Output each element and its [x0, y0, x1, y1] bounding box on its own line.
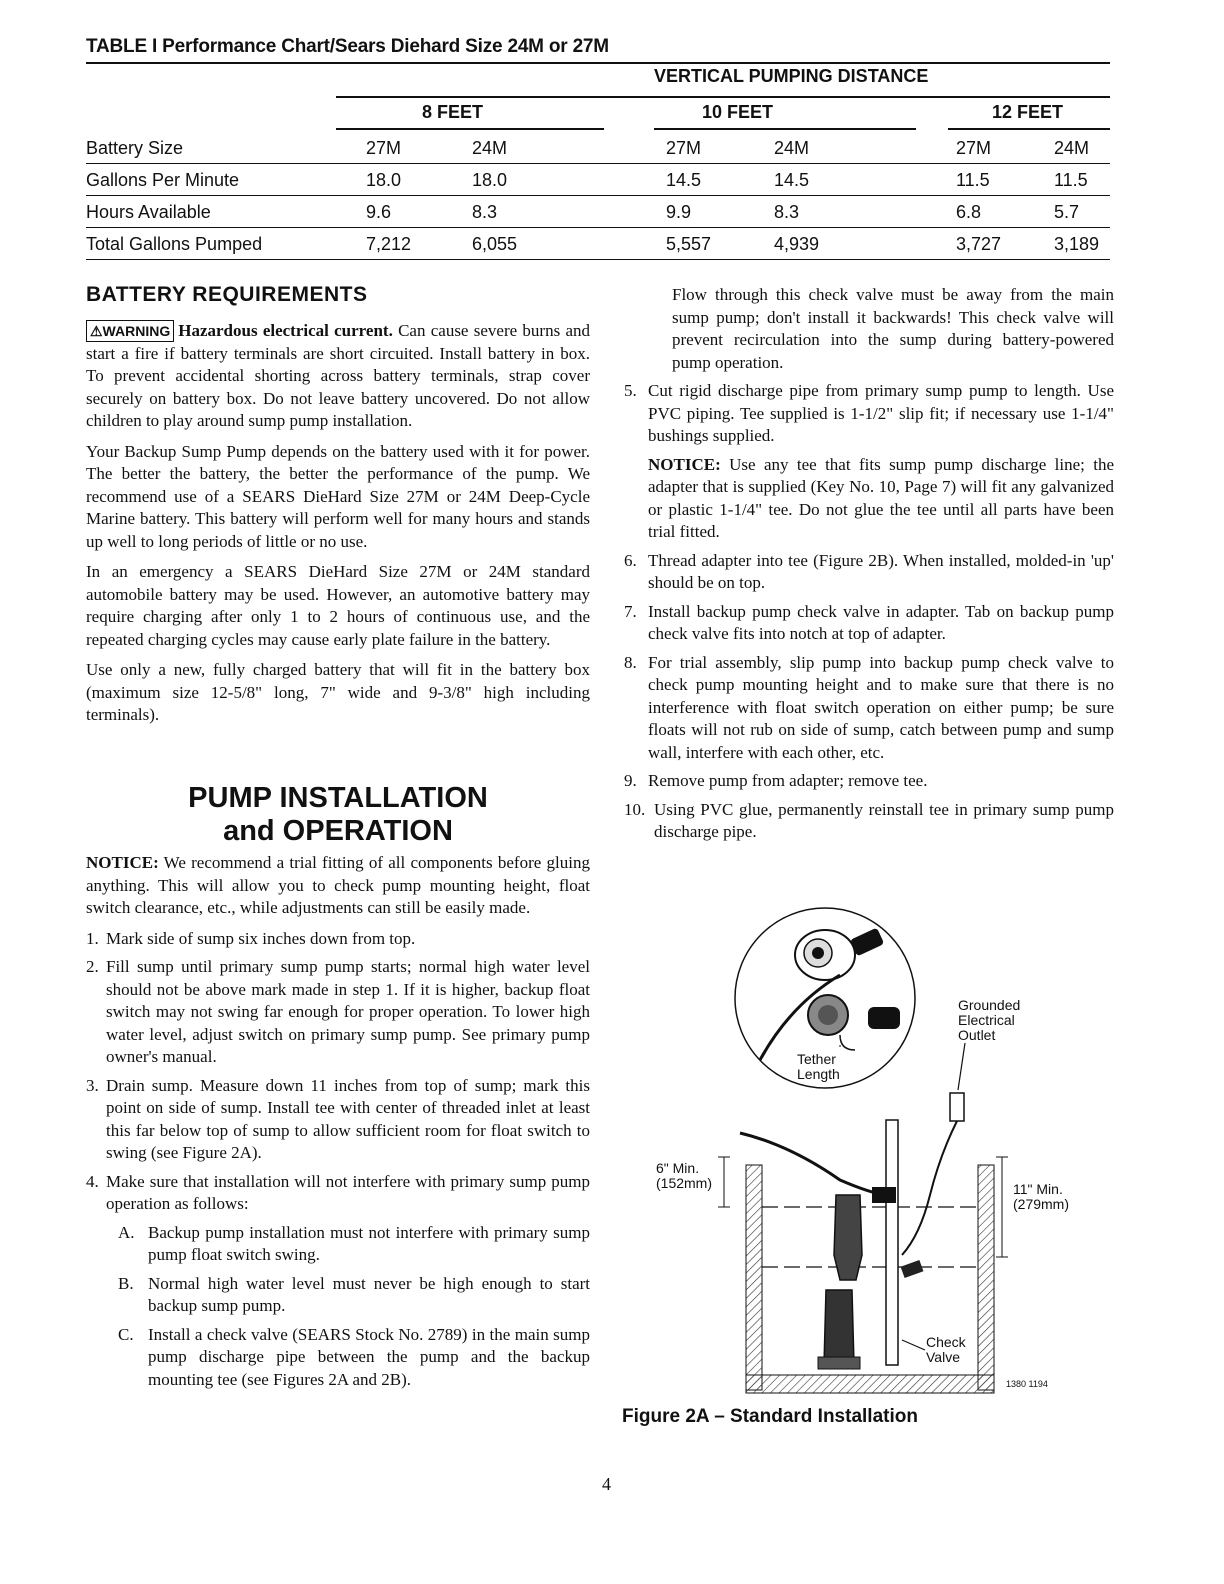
table-cell: 5.7 — [1054, 202, 1080, 222]
distance-rule — [654, 128, 916, 130]
list-item — [624, 799, 1114, 844]
vertical-pumping-distance-label: VERTICAL PUMPING DISTANCE — [654, 66, 929, 86]
sub-item — [86, 1273, 590, 1318]
table-cell: 4,939 — [774, 234, 820, 254]
super-header-rule — [336, 96, 1110, 98]
item-text: Fill sump until primary sump pump starts; normal high water level should not be above mark made in step 1. If it is higher, backup float switch may not swing far enough for proper operation. To lower high water level, adjust switch on primary sump pump. See primary pump owner's manual. — [106, 957, 590, 1066]
primary-pump — [824, 1290, 854, 1365]
pump-operation-heading: and OPERATION — [223, 815, 453, 847]
table-cell: 27M — [366, 138, 402, 158]
warning-title: Hazardous electrical current. — [178, 321, 393, 340]
figure-caption: Figure 2A – Standard Installation — [622, 1406, 918, 1427]
table-cell: 27M — [956, 138, 992, 158]
item-text: Using PVC glue, permanently reinstall tee in primary sump pump discharge pipe. — [654, 799, 1114, 841]
table-cell: 9.6 — [366, 202, 392, 222]
distance-10-feet: 10 FEET — [702, 102, 774, 122]
label-11-min: 11" Min. (279mm) — [1013, 1181, 1070, 1212]
item-number: 6. — [624, 550, 637, 570]
label-tether-length: Tether Length — [797, 1051, 840, 1082]
label-6-min: 6" Min. (152mm) — [656, 1160, 713, 1191]
figure-2a-installation-diagram — [640, 895, 1090, 1405]
page-number: 4 — [602, 1474, 611, 1494]
distance-rule — [948, 128, 1110, 130]
table-cell: 8.3 — [472, 202, 498, 222]
item-letter: C. — [118, 1324, 134, 1344]
sub-item — [86, 1222, 590, 1267]
notice-2-text: Use any tee that fits sump pump discharge line; the adapter that is supplied (Key No. 10, Page 7) will fit any galvanized or plastic 1-1/4" tee. Do not glue the tee until all parts have been trial fitted. — [648, 454, 1114, 541]
notice-text: We recommend a trial fitting of all components before gluing anything. This will allow you to check pump mounting height, float switch clearance, etc., while adjustments can still be easily made. — [86, 853, 590, 917]
list-item — [624, 601, 1114, 646]
table-cell: 18.0 — [366, 170, 402, 190]
list-item — [86, 928, 590, 951]
table-cell: 8.3 — [774, 202, 800, 222]
figure-code: 1380 1194 — [1006, 1379, 1048, 1389]
item-text: Drain sump. Measure down 11 inches from top of sump; mark this point on side of sump. Install tee with center of threaded inlet at least this far below top of sump to allow sufficient room for float switch to swing (see Figure 2A). — [106, 1075, 590, 1162]
electrical-outlet — [950, 1093, 964, 1121]
table-title-rule — [86, 62, 1110, 64]
table-title: TABLE I Performance Chart/Sears Diehard Size 24M or 27M — [86, 36, 609, 57]
item-letter: A. — [118, 1222, 135, 1242]
table-cell: 7,212 — [366, 234, 412, 254]
notice-paragraph — [86, 852, 590, 920]
backup-pump — [834, 1195, 862, 1280]
notice-2-paragraph — [624, 454, 1114, 544]
table-cell: 11.5 — [956, 170, 990, 190]
item-text: Backup pump installation must not interfere with primary sump pump float switch swing. — [148, 1222, 590, 1264]
distance-8-feet: 8 FEET — [422, 102, 484, 122]
item-letter: B. — [118, 1273, 134, 1293]
table-cell: 14.5 — [774, 170, 810, 190]
battery-requirements-heading: BATTERY REQUIREMENTS — [86, 283, 368, 306]
table-cell: 24M — [472, 138, 508, 158]
sump-floor — [746, 1375, 994, 1393]
item-number: 4. — [86, 1171, 99, 1191]
sump-wall-right — [978, 1165, 994, 1390]
item-number: 8. — [624, 652, 637, 672]
table-row-total-gallons — [86, 228, 1110, 260]
distance-rule — [336, 128, 604, 130]
table-row-gallons-per-minute — [86, 164, 1110, 196]
item-number: 7. — [624, 601, 637, 621]
row-rule — [86, 259, 1110, 261]
table-row-hours-available — [86, 196, 1110, 228]
table-cell: 24M — [1054, 138, 1090, 158]
table-cell: 11.5 — [1054, 170, 1088, 190]
battery-paragraph-1: Your Backup Sump Pump depends on the battery used with it for power. The better the battery, the better the performance of the pump. We recommend use of a SEARS DieHard Size 27M or 24M Deep-Cycle Marine battery. This battery will perform well for many hours and stands up well to long periods of little or no use. — [86, 441, 590, 551]
discharge-pipe — [886, 1120, 898, 1365]
table-cell: 27M — [666, 138, 702, 158]
row-label: Battery Size — [86, 138, 184, 158]
warning-badge: ⚠WARNING — [86, 320, 174, 342]
sump-wall-left — [746, 1165, 762, 1390]
list-item — [86, 1075, 590, 1165]
list-item — [86, 1171, 590, 1216]
install-left-column — [86, 852, 590, 1397]
sub-item — [86, 1324, 590, 1392]
table-cell: 3,189 — [1054, 234, 1100, 254]
table-cell: 14.5 — [666, 170, 702, 190]
table-cell: 9.9 — [666, 202, 692, 222]
item-text: For trial assembly, slip pump into backup pump check valve to check pump mounting height and to make sure that there is no interference with float switch operation on either pump; be sure floats will not rub on side of sump, catch between pump and sump wall, interfere with each other, etc. — [648, 652, 1114, 762]
distance-12-feet: 12 FEET — [992, 102, 1064, 122]
row-label: Total Gallons Pumped — [86, 234, 263, 254]
table-cell: 18.0 — [472, 170, 508, 190]
item-number: 10. — [624, 799, 646, 819]
item-text: Install backup pump check valve in adapter. Tab on backup pump check valve fits into notch at top of adapter. — [648, 601, 1114, 643]
item-text: Normal high water level must never be high enough to start backup sump pump. — [148, 1273, 590, 1315]
notice-label: NOTICE: — [86, 853, 159, 872]
pump-installation-heading: PUMP INSTALLATION — [188, 782, 488, 814]
item-text: Mark side of sump six inches down from top. — [106, 928, 416, 948]
item-number: 1. — [86, 928, 99, 948]
list-item — [624, 380, 1114, 448]
list-item — [624, 550, 1114, 595]
battery-paragraph-2: In an emergency a SEARS DieHard Size 27M or 24M standard automobile battery may be used. However, an automotive battery may require charging after only 1 to 2 hours of continuous use, and the repeated charging cycles may cause early plate failure in the battery. — [86, 562, 590, 649]
label-grounded-outlet: Grounded Electrical Outlet — [958, 997, 1021, 1043]
label-check-valve: Check Valve — [926, 1334, 966, 1365]
row-label: Gallons Per Minute — [86, 170, 240, 190]
item-number: 3. — [86, 1075, 99, 1095]
install-right-column — [624, 284, 1114, 850]
table-cell: 6,055 — [472, 234, 518, 254]
warning-paragraph — [86, 320, 590, 433]
list-item — [624, 770, 1114, 793]
warning-text: Can cause severe burns and start a fire if battery terminals are short circuited. Install battery in box. To prevent accidental shorting across battery terminals, strap cover securely on battery box. Do not leave battery uncovered. Do not allow children to play around sump pump installation. — [86, 321, 590, 430]
row-label: Hours Available — [86, 202, 211, 222]
check-valve-continued: Flow through this check valve must be away from the main sump pump; don't install it backwards! This check valve will prevent recirculation into the sump during battery-powered pump operation. — [672, 285, 1114, 372]
item-text: Remove pump from adapter; remove tee. — [648, 771, 928, 790]
item-text: Install a check valve (SEARS Stock No. 2789) in the main sump pump discharge pipe between the pump and the backup mounting tee (see Figures 2A and 2B). — [148, 1324, 590, 1389]
table-cell: 5,557 — [666, 234, 712, 254]
table-cell: 3,727 — [956, 234, 1002, 254]
item-number: 9. — [624, 771, 637, 790]
item-text: Make sure that installation will not interfere with primary sump pump operation as follows: — [106, 1171, 590, 1213]
item-text: Cut rigid discharge pipe from primary sump pump to length. Use PVC piping. Tee supplied is 1-1/2" slip fit; if necessary use 1-1/4" bushings supplied. — [648, 381, 1114, 445]
list-item — [86, 956, 590, 1069]
table-row-battery-size — [86, 132, 1110, 164]
list-item — [624, 652, 1114, 765]
battery-paragraph-3: Use only a new, fully charged battery that will fit in the battery box (maximum size 12-5/8" long, 7" wide and 9-3/8" high including terminals). — [86, 660, 590, 724]
notice-2-label: NOTICE: — [648, 454, 721, 474]
table-cell: 24M — [774, 138, 810, 158]
table-cell: 6.8 — [956, 202, 982, 222]
item-number: 2. — [86, 957, 99, 976]
item-number: 5. — [624, 381, 637, 400]
battery-section — [86, 320, 590, 735]
item-text: Thread adapter into tee (Figure 2B). When installed, molded-in 'up' should be on top. — [648, 550, 1114, 592]
float-switch — [901, 1260, 924, 1278]
